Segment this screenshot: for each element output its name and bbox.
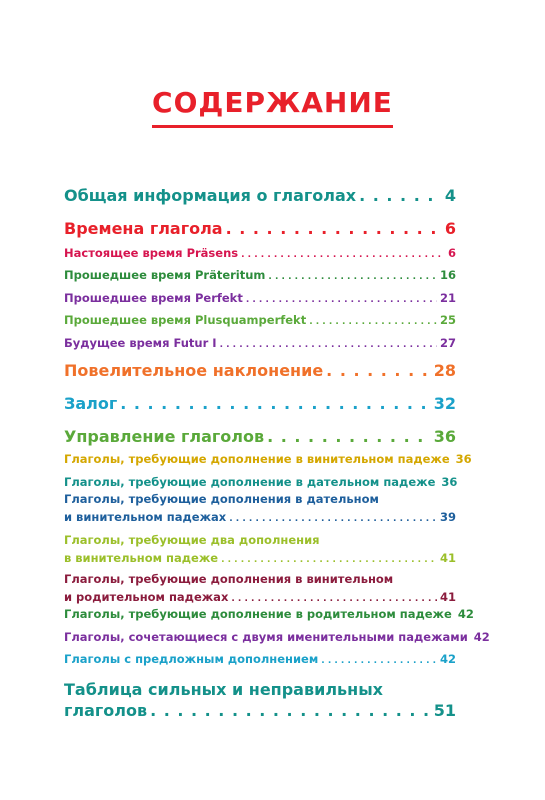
toc-entry-title: Времена глагола xyxy=(64,219,223,238)
toc-entry[interactable] xyxy=(64,572,456,604)
toc-entry-page: 16 xyxy=(439,268,456,282)
leader-dots xyxy=(246,291,437,305)
toc-entry[interactable] xyxy=(64,630,490,644)
toc-entry-page: 42 xyxy=(457,607,474,621)
toc-entry[interactable] xyxy=(64,680,456,720)
toc-entry-page: 27 xyxy=(439,336,456,350)
toc-entry-page: 32 xyxy=(433,394,456,413)
leader-dots xyxy=(220,336,437,350)
toc-entry[interactable] xyxy=(64,475,456,489)
toc-entry-page: 36 xyxy=(433,427,456,446)
toc-entry-page: 51 xyxy=(433,701,456,720)
toc-entry-page: 28 xyxy=(433,361,456,380)
toc-entry[interactable] xyxy=(64,246,456,260)
toc-entry-title: и винительном падежах xyxy=(64,510,227,524)
leader-dots xyxy=(231,590,437,604)
toc-entry-page: 6 xyxy=(444,219,456,238)
leader-dots xyxy=(326,361,431,380)
toc-entry-page: 42 xyxy=(439,652,456,666)
toc-entry-page: 41 xyxy=(439,590,456,604)
toc-entry[interactable] xyxy=(64,313,456,327)
toc-entry[interactable] xyxy=(64,291,456,305)
toc-entry-title: Прошедшее время Plusquamperfekt xyxy=(64,313,307,327)
toc-entry-title: Управление глаголов xyxy=(64,427,265,446)
leader-dots xyxy=(267,427,431,446)
toc-entry[interactable] xyxy=(64,268,456,282)
toc-entry-title: Глаголы, требующие дополнение в дательном падеже xyxy=(64,475,436,489)
leader-dots xyxy=(321,652,437,666)
toc-entry-title: Глаголы, требующие дополнение в родительном падеже xyxy=(64,607,452,621)
toc-entry[interactable] xyxy=(64,336,456,350)
toc-entry[interactable] xyxy=(64,361,456,380)
leader-dots xyxy=(309,313,437,327)
toc-entry-title: Глаголы, требующие дополнение в винительном падеже xyxy=(64,452,450,466)
toc-entry-page: 25 xyxy=(439,313,456,327)
toc-entry-title-line1: Глаголы, требующие два дополнения xyxy=(64,533,320,547)
toc-entry-title: глаголов xyxy=(64,701,148,720)
page-title: СОДЕРЖАНИЕ xyxy=(152,86,393,128)
toc-entry-title: и родительном падежах xyxy=(64,590,229,604)
toc-entry-title: Глаголы, сочетающиеся с двумя именительными падежами xyxy=(64,630,468,644)
toc-entry[interactable] xyxy=(64,452,472,466)
leader-dots xyxy=(226,219,442,238)
leader-dots xyxy=(120,394,431,413)
toc-entry-page: 39 xyxy=(439,510,456,524)
toc-entry-title: Настоящее время Präsens xyxy=(64,246,239,260)
toc-entry-page: 36 xyxy=(455,452,472,466)
toc-title-wrap xyxy=(0,86,545,128)
toc-entry[interactable] xyxy=(64,219,456,238)
toc-entry-page: 4 xyxy=(444,186,456,205)
toc-entry-page: 21 xyxy=(439,291,456,305)
leader-dots xyxy=(150,701,431,720)
toc-entry-title: Общая информация о глаголах xyxy=(64,186,357,205)
toc-entry[interactable] xyxy=(64,652,456,666)
toc-entry[interactable] xyxy=(64,186,456,205)
toc-entry-title-line1: Таблица сильных и неправильных xyxy=(64,680,383,699)
toc-entry-title: в винительном падеже xyxy=(64,551,219,565)
toc-entry-page: 6 xyxy=(447,246,456,260)
toc-entry-page: 42 xyxy=(473,630,490,644)
toc-entry-page: 41 xyxy=(439,551,456,565)
toc-entry-title: Прошедшее время Präteritum xyxy=(64,268,266,282)
toc-entry-title: Глаголы с предложным дополнением xyxy=(64,652,319,666)
toc-entry-title-line1: Глаголы, требующие дополнения в винительном xyxy=(64,572,394,586)
toc-entry[interactable] xyxy=(64,533,456,565)
toc-entry[interactable] xyxy=(64,607,474,621)
toc-entry[interactable] xyxy=(64,492,456,524)
leader-dots xyxy=(359,186,442,205)
toc-entry[interactable] xyxy=(64,427,456,446)
toc-entry-title: Будущее время Futur I xyxy=(64,336,217,350)
toc-entry-title-line1: Глаголы, требующие дополнения в дательном xyxy=(64,492,379,506)
leader-dots xyxy=(241,246,445,260)
toc-entry-title: Прошедшее время Perfekt xyxy=(64,291,243,305)
toc-entry-title: Залог xyxy=(64,394,118,413)
leader-dots xyxy=(268,268,437,282)
leader-dots xyxy=(229,510,437,524)
leader-dots xyxy=(221,551,437,565)
toc-entry-title: Повелительное наклонение xyxy=(64,361,324,380)
toc-entry[interactable] xyxy=(64,394,456,413)
toc-entry-page: 36 xyxy=(441,475,458,489)
